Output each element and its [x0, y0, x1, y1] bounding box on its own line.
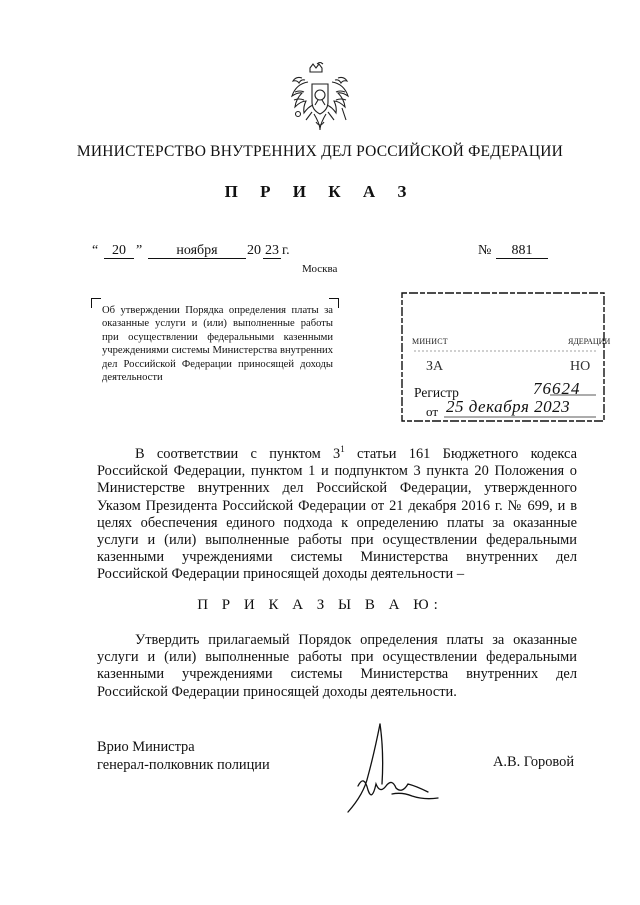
signature-icon	[340, 720, 450, 815]
operative-text: Утвердить прилагаемый Порядок определения платы за оказанные услуги и (или) выполненные работы при осуществлении федеральными казенными учреждениями системы Министерства внутренних дел Российской Федерации приносящей доходы деятельности.	[97, 632, 577, 700]
stamp-registered-right: НО	[570, 359, 591, 374]
order-word: П Р И К А З Ы В А Ю:	[197, 597, 443, 613]
operative-paragraph	[97, 632, 577, 701]
eagle-emblem-icon	[288, 62, 352, 140]
stamp-ministry-left: МИНИСТ	[412, 337, 448, 346]
preamble-superscript: 1	[340, 444, 345, 455]
order-number: 881	[496, 243, 548, 259]
date-quote-close: ”	[136, 243, 143, 258]
subject-corner-left	[91, 298, 101, 308]
city: Москва	[302, 263, 338, 275]
signatory-name: А.В. Горовой	[493, 754, 575, 770]
stamp-registration-label: Регистр	[414, 385, 459, 400]
preamble-text-b: статьи 161 Бюджетного кодекса Российской Федерации, пунктом 1 и подпунктом 3 пункта 20 Положения о Министерстве внутренних дел Российской Федерации, утвержденного Указом Президента Российской Федерации от 21 декабря 2016 г. № 699, и в целях обеспечения единого подхода к определению платы за оказанные услуги и (или) выполненные работы при осуществлении федеральными казенными учреждениями системы Министерства внутренних дел Российской Федерации приносящей доходы деятельности –	[97, 446, 577, 583]
order-subject: Об утверждении Порядка определения платы за оказанные услуги и (или) выполненные работы при осуществлении федеральными казенными учреждениями системы Министерства внутренних дел Российской Федерации приносящей доходы деятельности	[102, 305, 333, 384]
number-sign: №	[478, 243, 492, 258]
date-year-prefix: 20	[247, 243, 261, 258]
signatory-position-line2: генерал-полковник полиции	[97, 757, 270, 773]
registration-stamp	[400, 291, 611, 425]
date-year-suffix: 23	[265, 243, 279, 258]
preamble-paragraph	[97, 446, 577, 584]
signatory-position-line1: Врио Министра	[97, 739, 195, 755]
stamp-registration-number: 76624	[533, 379, 581, 398]
stamp-ministry-right: ЯДЕРАЦИИ	[568, 337, 611, 346]
signatory-position	[97, 738, 270, 774]
stamp-registration-date: 25 декабря 2023	[446, 397, 571, 416]
stamp-registered-left: ЗА	[426, 359, 444, 374]
date-year-abbrev: г.	[282, 243, 290, 258]
stamp-date-prefix: от	[426, 404, 439, 419]
ministry-name: МИНИСТЕРСТВО ВНУТРЕННИХ ДЕЛ РОССИЙСКОЙ ФЕДЕРАЦИИ	[76, 143, 564, 160]
document-type-title: П Р И К А З	[224, 182, 416, 201]
date-day: 20	[104, 243, 134, 259]
date-month: ноября	[148, 243, 246, 259]
preamble-text-a: В соответствии с пунктом 3	[135, 446, 341, 462]
date-quote-open: “	[92, 243, 99, 258]
